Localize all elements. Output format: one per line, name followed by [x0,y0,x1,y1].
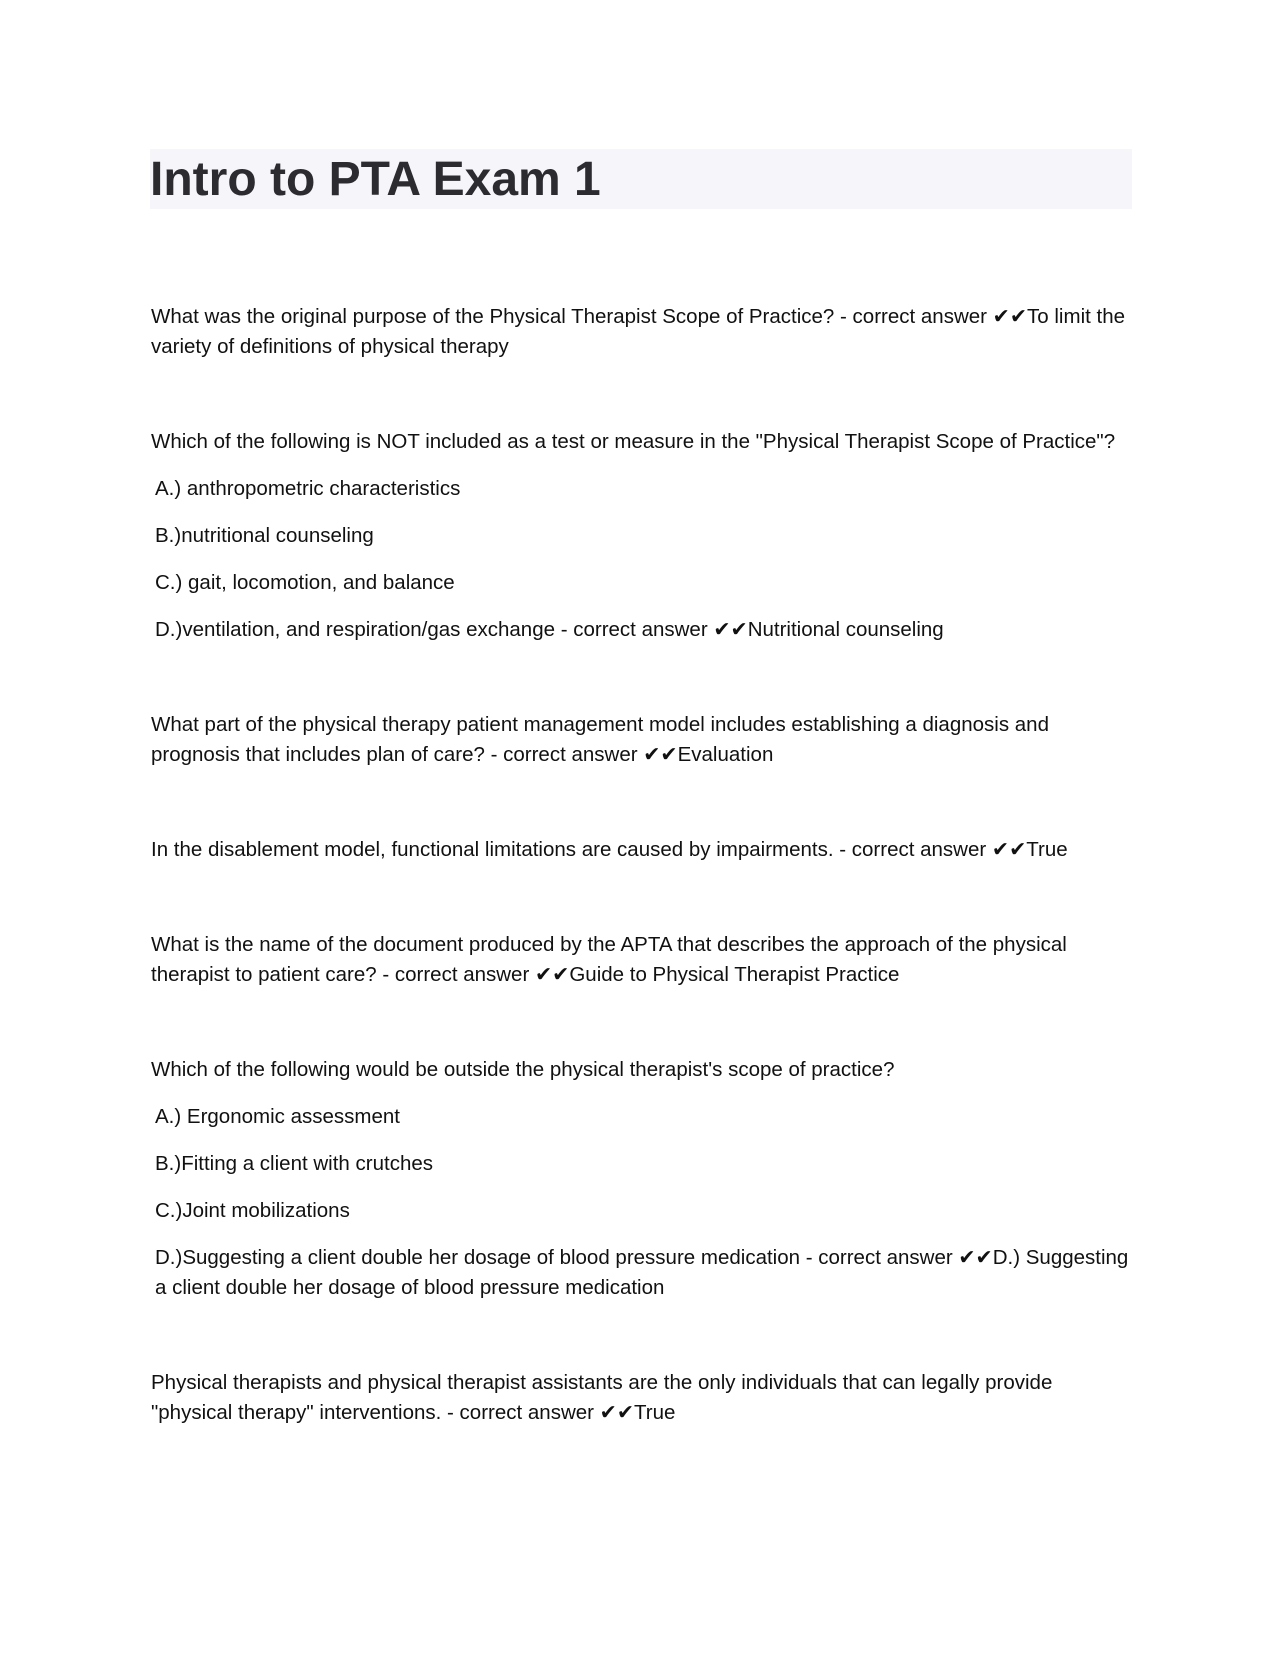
question: Which of the following would be outside the physical therapist's scope of practice? [151,1058,895,1081]
option-b: B.)Fitting a client with crutches [155,1152,433,1175]
qa-item-2 [151,427,1131,645]
page-title: Intro to PTA Exam 1 [150,153,601,206]
option-c: C.) gait, locomotion, and balance [155,571,455,594]
answer: Evaluation [677,743,774,766]
answer: True [634,1401,676,1424]
qa-item-4 [151,835,1131,865]
answer: To limit the variety of definitions of physical therapy [151,305,1126,358]
option-d-with-answer [155,615,1131,645]
qa-list [151,302,1131,1428]
option-b: B.)nutritional counseling [155,524,374,547]
question: What was the original purpose of the Physical Therapist Scope of Practice? [151,305,835,328]
qa-item-5 [151,930,1131,990]
qa-item-6 [151,1055,1131,1303]
answer-separator: - correct answer ✔✔ [834,305,1028,328]
answer: D.) Suggesting a client double her dosage of blood pressure medication [155,1246,1129,1299]
qa-item-7 [151,1368,1131,1428]
answer: Nutritional counseling [747,618,944,641]
answer-separator: - correct answer ✔✔ [376,963,570,986]
answer: True [1026,838,1068,861]
answer-separator: - correct answer ✔✔ [833,838,1027,861]
question-text [151,302,1131,362]
option-a: A.) anthropometric characteristics [155,477,461,500]
answer-separator: - correct answer ✔✔ [800,1246,993,1269]
question-text [151,930,1131,990]
answer: Guide to Physical Therapist Practice [569,963,900,986]
answer-separator: - correct answer ✔✔ [441,1401,635,1424]
qa-item-1 [151,302,1131,362]
answer-separator: - correct answer ✔✔ [484,743,678,766]
qa-item-3 [151,710,1131,770]
option-d: D.)Suggesting a client double her dosage of blood pressure medication [155,1246,801,1269]
question-text [151,835,1131,865]
question: What is the name of the document produced by the APTA that describes the approach of the physical therapist to patient care? [151,933,1067,986]
question-text [151,710,1131,770]
answer-separator: - correct answer ✔✔ [555,618,748,641]
question: Which of the following is NOT included as a test or measure in the "Physical Therapist Scope of Practice"? [151,430,1116,453]
option-a: A.) Ergonomic assessment [155,1105,400,1128]
option-d-with-answer [155,1243,1131,1303]
question: Physical therapists and physical therapist assistants are the only individuals that can legally provide "physical therapy" interventions. [151,1371,1053,1424]
option-d: D.)ventilation, and respiration/gas exchange [155,618,555,641]
option-c: C.)Joint mobilizations [155,1199,350,1222]
question: In the disablement model, functional limitations are caused by impairments. [151,838,834,861]
question: What part of the physical therapy patient management model includes establishing a diagnosis and prognosis that includes plan of care? [151,713,1049,766]
question-text [151,1368,1131,1428]
